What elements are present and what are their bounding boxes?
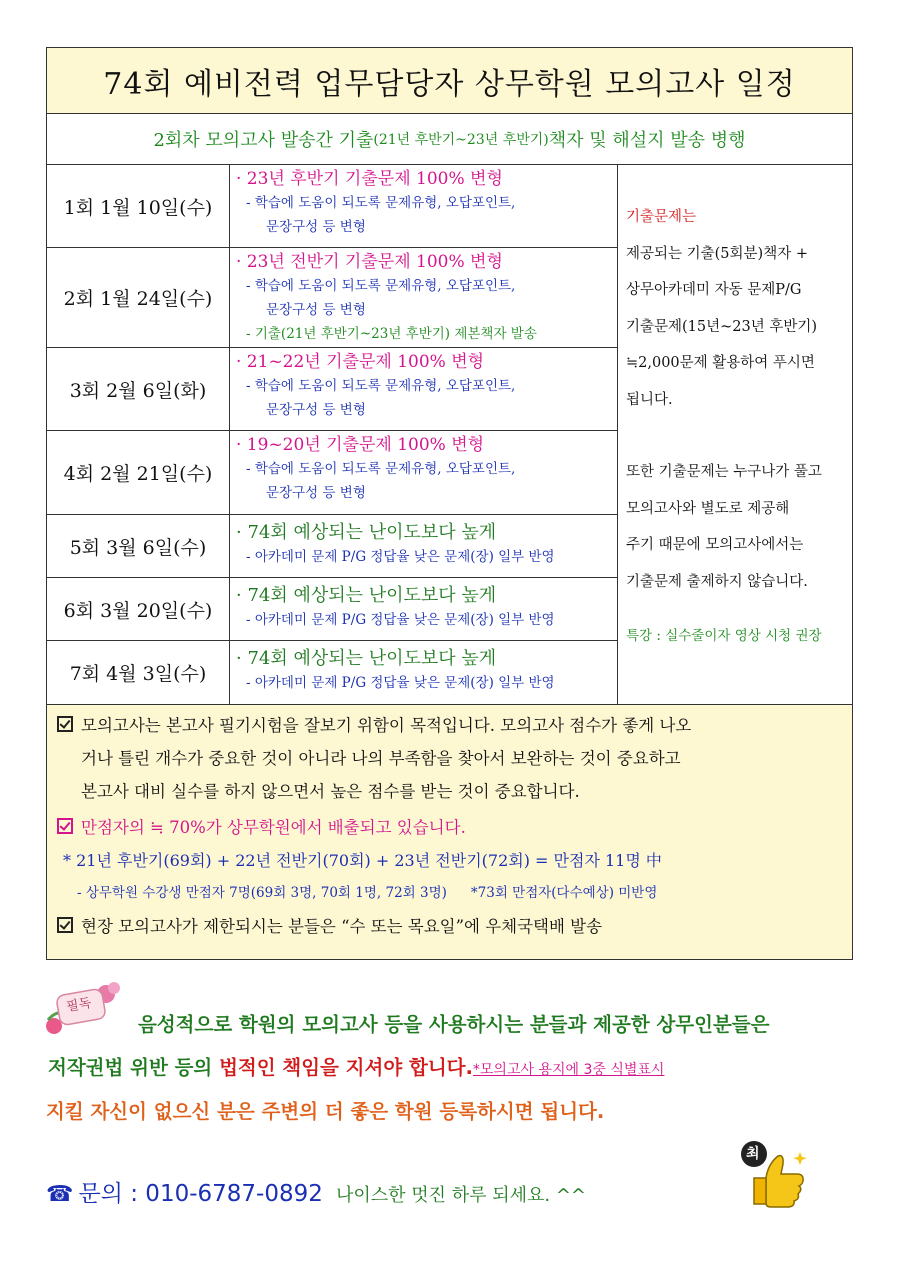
schedule-headline: · 21~22년 기출문제 100% 변형 — [236, 352, 485, 372]
must-read-label: 필독 — [65, 995, 93, 1016]
schedule-note: 문장구성 등 변형 — [266, 485, 366, 501]
schedule-date-3: 3회 2월 6일(화) — [46, 347, 230, 431]
side-note-panel — [617, 164, 853, 705]
schedule-note: - 학습에 도움이 되도록 문제유형, 오답포인트, — [246, 461, 516, 477]
warning-line-3: 지킬 자신이 없으신 분은 주변의 더 좋은 학원 등록하시면 됩니다. — [46, 1100, 605, 1123]
warning-footnote: *모의고사 용지에 3중 식별표시 — [472, 1062, 665, 1078]
notice-text: 모의고사는 본고사 필기시험을 잘보기 위함이 목적입니다. 모의고사 점수가 좋게 나오 — [81, 716, 692, 735]
schedule-headline: · 23년 후반기 기출문제 100% 변형 — [236, 169, 503, 189]
side-note-line: 기출문제(15년~23년 후반기) — [626, 318, 818, 335]
schedule-detail-1 — [229, 164, 618, 248]
warning-line-1: 음성적으로 학원의 모의고사 등을 사용하시는 분들과 제공한 상무인분들은 — [138, 1013, 770, 1036]
side-note-line: 됩니다. — [626, 391, 673, 408]
side-note-line: 제공되는 기출(5회분)책자 + — [626, 245, 808, 262]
must-read-badge — [44, 980, 126, 1036]
perfect-score-text: 만점자의 ≒ 70%가 상무학원에서 배출되고 있습니다. — [81, 818, 466, 837]
schedule-headline: · 19~20년 기출문제 100% 변형 — [236, 435, 485, 455]
page-title: 74회 예비전력 업무담당자 상무학원 모의고사 일정 — [46, 47, 853, 114]
checkbox-icon — [57, 917, 73, 933]
side-note-line: 주기 때문에 모의고사에서는 — [626, 537, 804, 553]
schedule-date-5: 5회 3월 6일(수) — [46, 514, 230, 578]
schedule-detail-4 — [229, 430, 618, 515]
schedule-detail-6 — [229, 577, 618, 641]
schedule-note: 문장구성 등 변형 — [266, 302, 366, 318]
warning-text: 저작권법 위반 등의 — [48, 1056, 220, 1079]
schedule-note: - 학습에 도움이 되도록 문제유형, 오답포인트, — [246, 195, 516, 211]
phone-icon: ☎ — [46, 1182, 74, 1207]
schedule-headline: · 74회 예상되는 난이도보다 높게 — [236, 585, 497, 606]
side-note-line: 또한 기출문제는 누구나가 풀고 — [626, 464, 822, 480]
checkbox-icon — [57, 818, 73, 834]
contact-line — [46, 1175, 586, 1208]
delivery-text: 현장 모의고사가 제한되시는 분들은 “수 또는 목요일”에 우체국택배 발송 — [81, 917, 603, 936]
notice-text: 거나 틀린 개수가 중요한 것이 아니라 나의 부족함을 찾아서 보완하는 것이 중요하고 — [81, 749, 681, 768]
contact-phone[interactable]: 문의 : 010-6787-0892 — [78, 1181, 323, 1207]
checkbox-icon — [57, 716, 73, 732]
schedule-headline: · 74회 예상되는 난이도보다 높게 — [236, 522, 497, 543]
subtitle-part-a: 2회차 모의고사 발송간 기출 — [153, 130, 374, 151]
subtitle — [46, 113, 853, 165]
warning-line-2 — [48, 1052, 664, 1080]
notice-text: 본고사 대비 실수를 하지 않으면서 높은 점수를 받는 것이 중요합니다. — [81, 782, 580, 801]
schedule-headline: · 23년 전반기 기출문제 100% 변형 — [236, 252, 503, 272]
side-note-lecture: 특강 : 실수줄이자 영상 시청 권장 — [626, 628, 822, 644]
side-note-line: ≒2,000문제 활용하여 푸시면 — [626, 355, 815, 371]
warning-emphasis: 법적인 책임을 지셔야 합니다. — [219, 1056, 473, 1079]
schedule-note: - 아카데미 문제 P/G 정답율 낮은 문제(장) 일부 반영 — [246, 612, 555, 628]
schedule-date-4: 4회 2월 21일(수) — [46, 430, 230, 515]
greeting-text: 나이스한 멋진 하루 되세요. ^^ — [335, 1185, 587, 1206]
schedule-detail-7 — [229, 640, 618, 705]
side-note-heading: 기출문제는 — [626, 209, 697, 225]
schedule-note: - 학습에 도움이 되도록 문제유형, 오답포인트, — [246, 378, 516, 394]
sticker-text: 최 — [746, 1146, 760, 1162]
perfect-score-stat: * 21년 후반기(69회) + 22년 전반기(70회) + 23년 전반기(72회) = 만점자 11명 中 — [63, 851, 662, 870]
schedule-date-2: 2회 1월 24일(수) — [46, 247, 230, 348]
schedule-note: - 학습에 도움이 되도록 문제유형, 오답포인트, — [246, 278, 516, 294]
side-note-line: 기출문제 출제하지 않습니다. — [626, 573, 808, 590]
schedule-detail-5 — [229, 514, 618, 578]
side-note-line: 모의고사와 별도로 제공해 — [626, 500, 790, 517]
notice-box — [46, 704, 853, 960]
schedule-date-6: 6회 3월 20일(수) — [46, 577, 230, 641]
subtitle-part-c: 책자 및 해설지 발송 병행 — [548, 130, 746, 151]
perfect-score-footnote: *73회 만점자(다수예상) 미반영 — [470, 885, 658, 901]
subtitle-part-b: (21년 후반기~23년 후반기) — [373, 132, 549, 148]
thumbs-up-icon — [738, 1138, 810, 1210]
schedule-note: 문장구성 등 변형 — [266, 219, 366, 235]
schedule-headline: · 74회 예상되는 난이도보다 높게 — [236, 648, 497, 669]
schedule-table — [46, 47, 853, 960]
schedule-date-1: 1회 1월 10일(수) — [46, 164, 230, 248]
schedule-note: - 기출(21년 후반기~23년 후반기) 제본책자 발송 — [246, 326, 537, 342]
perfect-score-detail: - 상무학원 수강생 만점자 7명(69회 3명, 70회 1명, 72회 3명) — [77, 885, 447, 901]
side-note-line: 상무아카데미 자동 문제P/G — [626, 282, 802, 298]
schedule-date-7: 7회 4월 3일(수) — [46, 640, 230, 705]
schedule-detail-2 — [229, 247, 618, 348]
schedule-note: - 아카데미 문제 P/G 정답율 낮은 문제(장) 일부 반영 — [246, 549, 555, 565]
schedule-note: - 아카데미 문제 P/G 정답율 낮은 문제(장) 일부 반영 — [246, 675, 555, 691]
schedule-note: 문장구성 등 변형 — [266, 402, 366, 418]
schedule-detail-3 — [229, 347, 618, 431]
